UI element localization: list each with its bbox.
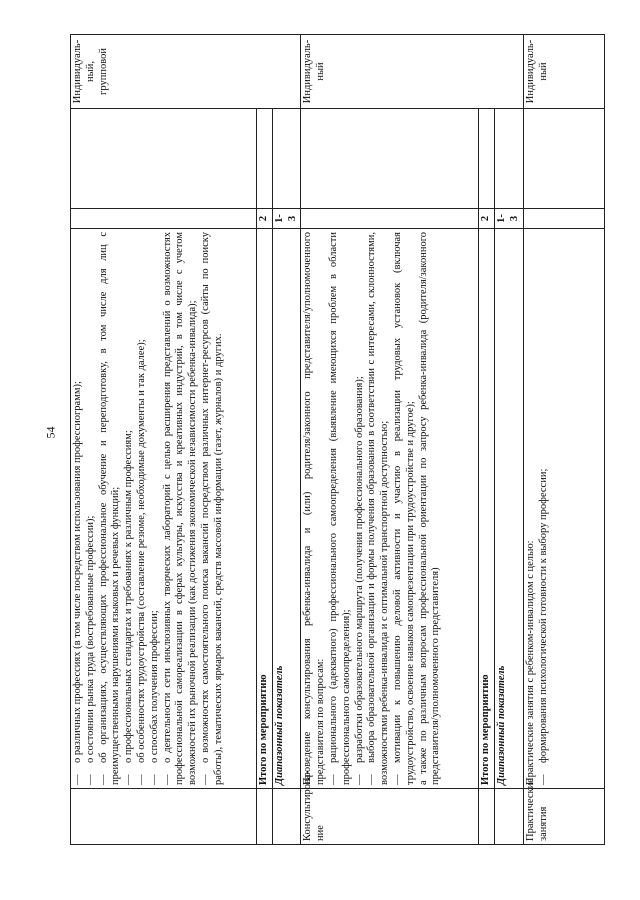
consult-tail: а также по различным вопросам профессиональной ориентации по запросу ребенка-инвалида (родителя/законного представителя/уполномоченного представителя) <box>417 232 442 785</box>
list-item: —о деятельности сети инклюзивных творческих лабораторий с целью расширения представлений о возможностях профессиональной самореализации в сферах культуры, искусства и креативных индустрий, в том числе с учетом возможностей их рыночной реализации (как достижения экономической независимости ребенка-инвалида); <box>161 232 199 785</box>
empty-cell <box>301 109 479 209</box>
total-label: Итого по мероприятию <box>257 229 273 789</box>
empty-cell <box>523 109 604 209</box>
consult-intro: Проведение консультирования ребенка-инвалида и (или) родителя/законного представителя/уполномоченного представителя по вопросам: <box>302 232 327 785</box>
list-item: —о возможностях самостоятельного поиска вакансий посредством различных интернет-ресурсов (сайты по поиску работы), тематических ярмарок вакансий, средств массовой информации (газет, журналов) и других. <box>199 232 224 785</box>
page-number: 54 <box>43 426 58 439</box>
type-cell: Индивидуаль-ный, групповой <box>71 35 301 109</box>
hours-cell <box>71 209 257 229</box>
table-row <box>272 35 301 845</box>
content-cell <box>301 229 479 789</box>
list-item: —о профессиональных стандартах и требованиях к различным профессиям; <box>123 430 135 785</box>
type-cell: Индивидуаль-ный <box>523 35 604 109</box>
list-item: —о состоянии рынка труда (востребованные профессии); <box>84 515 96 785</box>
form-cell: Практические занятия <box>523 789 604 845</box>
list-item: —выбора образовательной организации и формы получения образования в соответствии с интересами, склонностями, возможностями ребенка-инвалида и с оптимальной транспортной доступностью; <box>366 232 391 785</box>
list-item: —об организациях, осуществляющих профессиональное обучение и переподготовку, в том числе для лиц с преимущественными нарушениями языковых и речевых функций; <box>97 232 122 785</box>
table-row <box>479 35 495 845</box>
total-hours: 2 <box>479 209 495 229</box>
range-label: Диапазонный показатель <box>495 229 524 789</box>
range-hours: 1-3 <box>272 209 301 229</box>
list-item: —рационального (адекватного) профессионального самоопределения (выявление имеющихся проблем в области профессионального самоопределения); <box>327 232 352 785</box>
table-row <box>257 35 273 845</box>
content-cell <box>71 229 257 789</box>
table-row <box>523 35 604 845</box>
list-item: —мотивации к повышению деловой активности и участию в реализации трудовых установок (включая трудоустройство, освоение навыков самопрезентации при трудоустройстве и другое); <box>391 232 416 785</box>
list-item: —о различных профессиях (в том числе посредством использования профессиограмм); <box>72 381 83 785</box>
rotated-table-wrapper <box>70 35 605 845</box>
list-item: —формирования психологической готовности к выбору профессии; <box>537 468 549 785</box>
total-hours: 2 <box>257 209 273 229</box>
table-row <box>301 35 479 845</box>
range-label: Диапазонный показатель <box>272 229 301 789</box>
hours-cell <box>301 209 479 229</box>
type-cell: Индивидуаль-ный <box>301 35 523 109</box>
list-item: —об особенностях трудоустройства (составление резюме, необходимые документы и так далее); <box>135 339 147 785</box>
list-item: —о способах получения профессии; <box>148 610 160 785</box>
range-hours: 1-3 <box>495 209 524 229</box>
table-row <box>495 35 524 845</box>
form-cell: Консультирова-ние <box>301 789 479 845</box>
content-cell <box>523 229 604 789</box>
list-item: —разработки образовательного маршрута (получения профессионального образования); <box>353 376 365 785</box>
empty-cell <box>71 109 257 209</box>
table-row <box>71 35 257 845</box>
form-cell <box>71 789 257 845</box>
hours-cell <box>523 209 604 229</box>
total-label: Итого по мероприятию <box>479 229 495 789</box>
practice-intro: Практические занятия с ребенком-инвалидом с целью: <box>524 540 536 785</box>
rehab-activities-table <box>70 34 605 845</box>
